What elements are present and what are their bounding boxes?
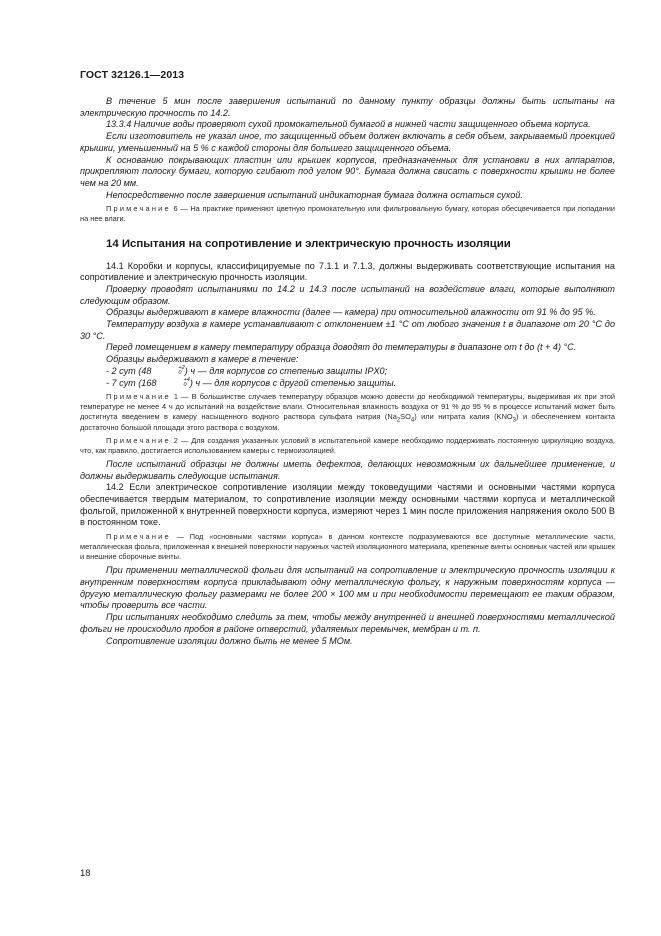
- subscript: 2: [396, 417, 401, 424]
- paragraph: В течение 5 мин после завершения испытаний по данному пункту образцы должны быть испытаны на электрическую прочность по 14.2.: [80, 96, 615, 118]
- note-text: — Под «основными частями корпуса» в данном контексте подразумеваются все доступные металлические части, металлическая фольга, приложенная к внешней поверхности наружных частей изоляционного материала, крепежные винты основных частей или крышек и внешние сборочные винты.: [80, 532, 615, 562]
- item-suffix: ) ч — для корпусов с другой степенью защиты.: [189, 377, 397, 388]
- tolerance: [152, 366, 184, 376]
- tolerance-upper: +2: [178, 365, 185, 372]
- note-3: [80, 532, 615, 562]
- paragraph: Проверку проводят испытаниями по 14.2 и 14.3 после испытаний на воздействие влаги, которые выполняют следующим образом.: [80, 283, 615, 306]
- note-text: 6 — На практике применяют цветную промокательную или фильтровальную бумагу, которая обесцвечивается при попадании на нее влаги.: [80, 204, 615, 224]
- note-6: [80, 204, 615, 224]
- item-prefix: - 2 сут (48: [106, 365, 152, 376]
- paragraph: К основанию покрывающих пластин или крышек корпусов, предназначенных для установки в них аппаратов, прикрепляют полоску бумаги, которую сгибают под углом 90°. Бумага должна свисать с поверхности крышки не более чем на 20 мм.: [80, 154, 615, 188]
- note-label: Примечание: [106, 532, 171, 542]
- item-suffix: ) ч — для корпусов со степенью защиты IPX0;: [184, 365, 388, 376]
- paragraph: Температуру воздуха в камере устанавливают с отклонением ±1 °С от любого значения t в диапазоне от 20 °С до 30 °С.: [80, 319, 615, 341]
- paragraph: Перед помещением в камеру температуру образца доводят до температуры в диапазоне от t до (t + 4) °С.: [106, 342, 577, 353]
- paragraph: При применении металлической фольги для испытаний на сопротивление и электрическую прочность изоляции к внутренним поверхностям корпуса прикладывают одну металлическую фольгу, к наружным поверхностям корпуса — другую металлическую фольгу размерами не более 200 × 100 мм и при необходимости перемещают ее таким образом, чтобы проверить все части.: [80, 565, 615, 611]
- document-header: ГОСТ 32126.1—2013: [80, 69, 185, 81]
- tolerance-lower: 0: [183, 382, 187, 389]
- subscript: 4: [410, 417, 415, 424]
- note-text: ) или нитрата калия (KNO: [414, 412, 513, 422]
- paragraph: 13.3.4 Наличие воды проверяют сухой промокательной бумагой в нижней части защищенного объема корпуса.: [106, 119, 591, 130]
- note-text: ) и обеспечением контакта достаточно большой площади этого раствора с воздухом.: [80, 412, 615, 432]
- note-label: Примечание: [106, 204, 171, 214]
- paragraph: Непосредственно после завершения испытаний индикаторная бумага должна остаться сухой.: [106, 189, 523, 200]
- list-item: [80, 366, 615, 378]
- note-label: Примечание: [106, 392, 171, 402]
- paragraph: Образцы выдерживают в камере влажности (далее — камера) при относительной влажности от 91 % до 95 %.: [106, 307, 596, 318]
- paragraph: Сопротивление изоляции должно быть не менее 5 МОм.: [106, 635, 353, 646]
- paragraph: Образцы выдерживают в камере в течение:: [106, 354, 299, 365]
- note-text: 1 — В большинстве случаев температуру образцов можно довести до необходимой температуры, выдерживая их при этой температуре не менее 4 ч до испытаний на воздействие влаги. Относительная влажность воздуха от 91 % до 95 % в процессе испытаний может быть достигнута введением в камеру насыщенного водного раствора сульфата натрия (Na: [80, 392, 615, 422]
- note-2: [80, 436, 615, 456]
- tolerance-upper: +4: [183, 377, 190, 384]
- note-text: SO: [400, 412, 411, 422]
- note-text: 2 — Для создания указанных условий в испытательной камере необходимо поддерживать постоянную циркуляцию воздуха, что, как правило, достигается использованием камеры с термоизоляцией.: [80, 435, 615, 455]
- paragraph: После испытаний образцы не должны иметь дефектов, делающих невозможным их дальнейшее применение, и должны выдерживать следующие испытания.: [80, 458, 615, 481]
- page-number: 18: [80, 868, 91, 879]
- list-item: [80, 378, 615, 390]
- section-title: 14 Испытания на сопротивление и электрическую прочность изоляции: [106, 237, 511, 250]
- tolerance: [157, 378, 189, 388]
- subscript: 3: [512, 417, 516, 424]
- paragraph: 14.1 Коробки и корпусы, классифицируемые по 7.1.1 и 7.1.3, должны выдерживать соответствующие испытания на сопротивление и электрическую прочность изоляции.: [80, 260, 615, 283]
- paragraph: При испытаниях необходимо следить за тем, чтобы между внутренней и внешней поверхностями металлической фольги не происходило пробоя в районе отверстий, удаляемых перемычек, мембран и т. п.: [80, 612, 615, 634]
- note-label: Примечание: [106, 435, 171, 445]
- paragraph: Если изготовитель не указал иное, то защищенный объем должен включать в себя объем, закрываемый проекцией крышки, уменьшенный на 5 % с каждой стороны для большего защищенного объема.: [80, 131, 615, 153]
- paragraph: 14.2 Если электрическое сопротивление изоляции между токоведущими частями и основными частями корпуса обеспечивается твердым материалом, то сопротивление изоляции между основными частями корпуса и металлической фольгой, приложенной к внутренней поверхности корпуса, измеряют через 1 мин после приложения напряжения около 500 В в постоянном токе.: [80, 482, 615, 528]
- note-1: [80, 392, 615, 432]
- item-prefix: - 7 сут (168: [106, 377, 157, 388]
- document-body: [80, 96, 615, 647]
- tolerance-lower: 0: [178, 370, 182, 377]
